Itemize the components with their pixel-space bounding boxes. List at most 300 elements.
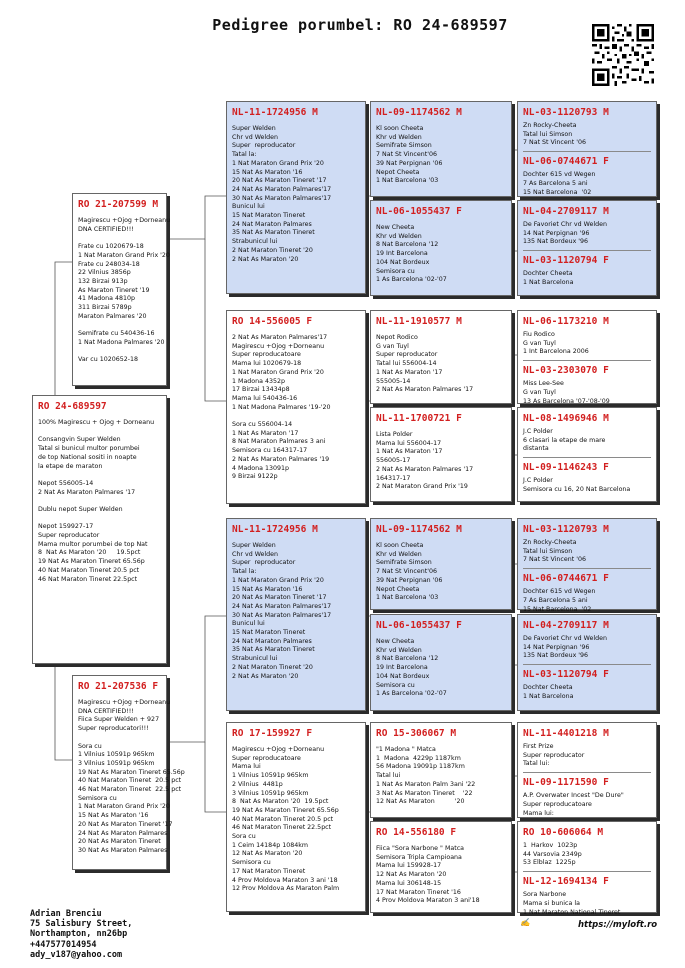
- pedigree-note-line: 164317-17: [376, 474, 411, 482]
- ring-number: NL-09-1174562 M: [376, 107, 462, 118]
- pedigree-note-line: 104 Nat Bordeux: [376, 672, 430, 680]
- pedigree-note-line: 2 Nat As Maraton '20: [232, 672, 299, 680]
- pedigree-note-line: 35 Nat As Maraton Tineret: [232, 646, 315, 654]
- pedigree-note-line: Mama multor porumbei de top Nat: [38, 540, 148, 548]
- ring-number: RO 21-207599 M: [78, 199, 159, 210]
- pedigree-note-line: Khr vd Welden: [376, 646, 422, 654]
- pedigree-note-line: DNA CERTIFIED!!!: [78, 707, 134, 715]
- pedigree-note-line: de top National sositi in noapte: [38, 453, 137, 461]
- pedigree-note-line: Tatal lui: [376, 772, 401, 780]
- pedigree-note-line: 14 Nat Perpignan '96: [523, 643, 590, 651]
- pedigree-note-line: Kl soon Cheeta: [376, 542, 424, 549]
- pedigree-note-line: Sora cu: [232, 833, 256, 841]
- pedigree-note-line: Semisora cu: [376, 267, 415, 275]
- pedigree-note-line: 8 Nat As Maraton '20 19.5pct: [38, 549, 141, 557]
- pedigree-note-line: 3 Nat As Maraton Tineret '22: [376, 789, 473, 797]
- pedigree-note-line: 15 Nat As Maraton '16: [232, 168, 303, 176]
- pedigree-note-line: Mama si bunica la: [523, 899, 580, 907]
- pedigree-note-line: A.P. Overwater Incest "De Dure": [523, 792, 624, 800]
- pedigree-note-line: 24 Nat As Maraton Palmares'17: [232, 602, 332, 610]
- signature-icon: ✍: [520, 918, 530, 927]
- pedigree-card-g5-2: [517, 200, 657, 296]
- pedigree-note-line: Dochter 615 vd Wegen: [523, 171, 596, 179]
- pedigree-note-line: Magirescu +Ojog +Dorneanu: [78, 699, 171, 706]
- pedigree-note-line: [38, 497, 161, 506]
- pedigree-note-line: Var cu 1020652-18: [78, 356, 139, 364]
- pedigree-note-line: 39 Nat Perpignan '06: [376, 159, 443, 167]
- pedigree-note-line: 1 Nat Maraton Grand Prix '20: [232, 159, 324, 167]
- pedigree-note-line: 24 Nat Maraton Palmares: [232, 220, 312, 228]
- pedigree-note-line: 46 Nat Maraton Tineret 22.5 pct: [78, 786, 182, 794]
- pedigree-note-line: Semisora cu 16, 20 Nat Barcelona: [523, 485, 631, 493]
- pedigree-card-g5-7: [517, 722, 657, 818]
- ring-number: RO 21-207536 F: [78, 681, 159, 692]
- pedigree-note-line: 15 Nat As Maraton '16: [78, 812, 149, 820]
- pedigree-note-line: 1 Nat Madona Palmares '20: [78, 338, 165, 346]
- pedigree-note-line: 20 Nat As Maraton Tineret '17: [232, 594, 327, 602]
- pedigree-note-line: Super reproducatoare: [523, 800, 592, 808]
- pedigree-note-line: Fiica "Sora Narbone " Matca: [376, 845, 465, 852]
- pedigree-note-line: 1 As Barcelona '02-'07: [376, 276, 447, 284]
- pedigree-note-line: 1 Nat Maraton Grand Prix '20: [78, 251, 170, 259]
- pedigree-note-line: Mama lui 556004-17: [376, 439, 442, 447]
- pedigree-note-line: 20 Nat As Maraton Tineret: [78, 838, 161, 846]
- pedigree-note-line: 35 Nat As Maraton Tineret: [232, 229, 315, 237]
- pedigree-note-line: Frate cu 248034-18: [78, 260, 140, 268]
- pedigree-note-line: 44 Varsovia 2349p: [523, 850, 582, 858]
- pedigree-note-line: Magirescu +Ojog +Dorneanu: [232, 746, 325, 753]
- ring-number: RO 17-159927 F: [232, 728, 313, 739]
- pedigree-subcard-male: [523, 413, 651, 454]
- pedigree-note-line: 1 Harkov 1023p: [523, 842, 578, 849]
- pedigree-note-line: Nepot 556005-14: [38, 479, 94, 487]
- pedigree-note-line: Tatal la:: [232, 151, 257, 159]
- ring-number: NL-08-1496946 M: [523, 413, 609, 424]
- ring-number: NL-11-1724956 M: [232, 524, 318, 535]
- pedigree-note-line: 1 Madona 4352p: [232, 377, 286, 385]
- pedigree-card-grandsire-paternal: [226, 101, 366, 294]
- pedigree-note-line: Super reproducator: [523, 751, 585, 759]
- pedigree-note-line: Sora cu: [78, 742, 102, 750]
- pedigree-note-line: DNA CERTIFIED!!!: [78, 225, 134, 233]
- pedigree-note-line: 556005-17: [376, 457, 411, 465]
- pedigree-card-g5-4: [517, 407, 657, 502]
- pedigree-note-line: 20 Nat As Maraton Tineret '17: [78, 820, 173, 828]
- ring-number: RO 10-606064 M: [523, 827, 604, 838]
- pedigree-card-g5-3: [517, 310, 657, 404]
- pedigree-card-ggp-4: [370, 407, 512, 502]
- pedigree-note-line: 17 Birzai 13434p8: [232, 386, 290, 394]
- pedigree-note-line: G van Tuyl: [376, 342, 409, 350]
- ring-number: NL-03-2303070 F: [523, 365, 609, 377]
- ring-number: NL-11-1700721 F: [376, 413, 462, 424]
- pedigree-note-line: 1 Nat As Maraton '17: [376, 368, 443, 376]
- pedigree-note-line: 2 Nat As Maraton Palmares '19: [232, 455, 330, 463]
- ring-number: NL-06-1055437 F: [376, 206, 462, 217]
- pedigree-note-line: Nepot Cheeta: [376, 168, 420, 176]
- pedigree-note-line: [38, 428, 161, 437]
- pedigree-note-line: 15 Nat Barcelona '02: [523, 188, 592, 196]
- pedigree-note-line: Super reproducator: [38, 532, 100, 540]
- pedigree-note-line: Semifrate cu 540436-16: [78, 330, 155, 338]
- pedigree-note-line: Semisora cu: [376, 681, 415, 689]
- pedigree-note-line: 40 Nat Maraton Tineret 20.5 pct: [38, 566, 140, 574]
- pedigree-card-ggp-6: [370, 614, 512, 711]
- pedigree-note-line: Maraton Palmares '20: [78, 312, 147, 320]
- pedigree-note-line: Khr vd Welden: [376, 550, 422, 558]
- pedigree-card-g5-5: [517, 518, 657, 613]
- pedigree-note-line: Consangvin Super Welden: [38, 436, 121, 444]
- pedigree-note-line: Semisora cu: [78, 794, 117, 802]
- pedigree-note-line: Mama lui: [232, 763, 261, 771]
- pedigree-note-line: 1 Nat Maraton Grand Prix '20: [78, 803, 170, 811]
- pedigree-note-line: 1 Nat Madona Palmares '19-'20: [232, 403, 331, 411]
- pedigree-card-sire: [72, 193, 171, 386]
- pedigree-note-line: 7 As Barcelona 5 ani: [523, 179, 588, 187]
- pedigree-note-line: Tatal la:: [232, 568, 257, 576]
- pedigree-note-line: 100% Magirescu + Ojog + Dorneanu: [38, 419, 155, 426]
- pedigree-note-line: 1 Nat Maraton Grand Prix '20: [232, 368, 324, 376]
- breeder-phone: +447577014954: [30, 939, 97, 950]
- pedigree-note-line: 1 Nat Maraton Grand Prix '20: [232, 576, 324, 584]
- pedigree-note-line: 1 Nat As Maraton '17: [376, 448, 443, 456]
- pedigree-note-line: 2 Nat As Maraton Palmares'17: [232, 334, 328, 341]
- pedigree-note-line: 2 Vilnius 4481p: [232, 780, 283, 788]
- pedigree-note-line: Zn Rocky-Cheeta: [523, 122, 577, 129]
- pedigree-note-line: Fiu Rodico: [523, 331, 555, 338]
- pedigree-note-line: Dochter Cheeta: [523, 684, 573, 692]
- pedigree-card-ggp-3: [370, 310, 512, 404]
- pedigree-note-line: Chr vd Welden: [232, 550, 279, 558]
- pedigree-note-line: Super reproducator: [376, 351, 438, 359]
- pedigree-note-line: 24 Nat Maraton Palmares: [232, 637, 312, 645]
- ring-number: NL-04-2709117 M: [523, 620, 609, 631]
- pedigree-note-line: 17 Nat Maraton Tineret: [232, 867, 306, 875]
- pedigree-note-line: 46 Nat Maraton Tineret 22.5pct: [38, 575, 138, 583]
- pedigree-subcard-female: [523, 871, 651, 917]
- pedigree-note-line: 40 Nat Maraton Tineret 20.5 pct: [78, 777, 182, 785]
- pedigree-card-ggp-2: [370, 200, 512, 296]
- pedigree-note-line: 19 Int Barcelona: [376, 664, 428, 672]
- pedigree-note-line: [78, 321, 161, 330]
- pedigree-note-line: Lista Polder: [376, 431, 413, 438]
- pedigree-subcard-male: [523, 524, 651, 565]
- pedigree-note-line: Sora cu 556004-14: [232, 421, 293, 429]
- ring-number: NL-03-1120794 F: [523, 255, 609, 267]
- pedigree-note-line: 1 Nat Barcelona '03: [376, 177, 439, 185]
- pedigree-note-line: Tatal lui Simson: [523, 547, 573, 555]
- pedigree-card-g5-8: [517, 821, 657, 916]
- pedigree-note-line: [38, 515, 161, 524]
- pedigree-note-line: 20 Nat As Maraton Tineret '17: [232, 177, 327, 185]
- pedigree-note-line: Dochter Cheeta: [523, 270, 573, 278]
- pedigree-note-line: 1 Nat As Maraton '17: [232, 429, 299, 437]
- pedigree-note-line: Mama lui 159928-17: [376, 862, 442, 870]
- pedigree-note-line: Magirescu +Ojog +Dorneanu: [78, 217, 171, 224]
- pedigree-card-grandsire-maternal: [226, 518, 366, 711]
- breeder-contact: [30, 909, 132, 960]
- pedigree-note-line: 8 Nat As Maraton '20 19.5pct: [232, 798, 329, 806]
- pedigree-note-line: Tatal lui:: [523, 760, 550, 768]
- pedigree-note-line: 4 Prov Moldova Maraton 3 ani '18: [232, 876, 338, 884]
- pedigree-note-line: 2 Nat As Maraton Palmares '17: [376, 465, 474, 473]
- pedigree-note-line: First Prize: [523, 743, 554, 750]
- pedigree-note-line: 46 Nat Maraton Tineret 22.5pct: [232, 824, 332, 832]
- pedigree-note-line: Fiica Super Welden + 927: [78, 716, 160, 724]
- pedigree-note-line: 19 Int Barcelona: [376, 250, 428, 258]
- pedigree-note-line: 17 Nat Maraton Tineret '16: [376, 888, 461, 896]
- pedigree-note-line: G van Tuyl: [523, 388, 556, 396]
- pedigree-note-line: [232, 412, 360, 421]
- pedigree-note-line: Tatal si bunicul multor porumbei: [38, 445, 140, 453]
- pedigree-note-line: 1 Vilnius 10591p 965km: [232, 772, 309, 780]
- pedigree-note-line: 15 Nat Maraton Tineret: [232, 629, 306, 637]
- pedigree-note-line: 555005-14: [376, 377, 411, 385]
- pedigree-note-line: Nepot Rodico: [376, 334, 418, 341]
- pedigree-note-line: 9 Birzai 9122p: [232, 473, 278, 481]
- pedigree-note-line: De Favoriet Chr vd Welden: [523, 221, 607, 228]
- pedigree-note-line: 1 Nat Barcelona: [523, 692, 574, 700]
- pedigree-note-line: Khr vd Welden: [376, 232, 422, 240]
- pedigree-note-line: 1 Nat Barcelona: [523, 278, 574, 286]
- pedigree-note-line: New Cheeta: [376, 638, 415, 645]
- pedigree-note-line: 7 As Barcelona 5 ani: [523, 596, 588, 604]
- ring-number: NL-09-1171590 F: [523, 777, 609, 789]
- pedigree-note-line: Mama lui 1020679-18: [232, 360, 302, 368]
- ring-number: NL-06-1173210 M: [523, 316, 609, 327]
- pedigree-note-line: 135 Nat Bordeux '96: [523, 652, 589, 660]
- ring-number: RO 14-556180 F: [376, 827, 457, 838]
- breeder-street: 75 Salisbury Street,: [30, 919, 133, 930]
- pedigree-note-line: Mama lui:: [523, 809, 554, 817]
- pedigree-card-g5-6: [517, 614, 657, 711]
- pedigree-note-line: J.C Polder: [523, 477, 553, 485]
- pedigree-note-line: 104 Nat Bordeux: [376, 258, 430, 266]
- pedigree-card-ggp-7: [370, 722, 512, 818]
- pedigree-note-line: 2 Nat As Maraton Palmares '17: [38, 488, 136, 496]
- pedigree-note-line: 8 Nat Barcelona '12: [376, 241, 439, 249]
- pedigree-note-line: Dochter 615 vd Wegen: [523, 588, 596, 596]
- pedigree-note-line: 6 clasari la etape de mare: [523, 436, 606, 444]
- pedigree-note-line: 30 Nat As Maraton Palmares'17: [232, 611, 332, 619]
- pedigree-card-g5-1: [517, 101, 657, 197]
- pedigree-note-line: 1 As Barcelona '02-'07: [376, 690, 447, 698]
- pedigree-note-line: Mama lui 306148-15: [376, 879, 442, 887]
- pedigree-subcard-male: [523, 620, 651, 661]
- pedigree-subcard-female: [523, 151, 651, 197]
- pedigree-card-granddam-maternal: [226, 722, 366, 912]
- breeder-email: ady_v187@yahoo.com: [30, 949, 123, 960]
- pedigree-card-subject: [32, 395, 167, 664]
- pedigree-note-line: 7 Nat St Vincent'06: [376, 568, 437, 576]
- pedigree-note-line: 12 Nat As Maraton '20: [232, 850, 303, 858]
- pedigree-note-line: 311 Birzai 5789p: [78, 304, 132, 312]
- pedigree-subcard-female: [523, 360, 651, 406]
- pedigree-note-line: [78, 348, 161, 357]
- pedigree-note-line: 2 Nat Maraton Tineret '20: [232, 663, 313, 671]
- ring-number: NL-06-1055437 F: [376, 620, 462, 631]
- pedigree-note-line: 41 Madona 4810p: [78, 295, 136, 303]
- pedigree-note-line: 15 Nat Maraton Tineret: [232, 212, 306, 220]
- ring-number: NL-06-0744671 F: [523, 573, 609, 585]
- pedigree-note-line: De Favoriet Chr vd Welden: [523, 635, 607, 642]
- pedigree-note-line: J.C Polder: [523, 428, 553, 435]
- pedigree-note-line: Bunicul lui: [232, 203, 265, 211]
- pedigree-note-line: G van Tuyl: [523, 339, 556, 347]
- pedigree-note-line: Khr vd Welden: [376, 133, 422, 141]
- pedigree-note-line: 8 Nat Barcelona '12: [376, 655, 439, 663]
- website-link[interactable]: https://myloft.ro: [578, 920, 658, 930]
- pedigree-note-line: Semisora cu: [232, 859, 271, 867]
- pedigree-note-line: [38, 471, 161, 480]
- pedigree-note-line: 135 Nat Bordeux '96: [523, 238, 589, 246]
- pedigree-card-ggp-8: [370, 821, 512, 913]
- pedigree-note-line: 15 Nat Barcelona '02: [523, 605, 592, 613]
- pedigree-note-line: 7 Nat St Vincent'06: [376, 151, 437, 159]
- pedigree-note-line: Super reproducatoare: [232, 754, 301, 762]
- pedigree-note-line: 4 Madona 13091p: [232, 464, 290, 472]
- ring-number: NL-09-1146243 F: [523, 462, 609, 474]
- pedigree-note-line: Super reproducator: [232, 559, 296, 567]
- pedigree-note-line: 12 Nat As Maraton '20: [376, 871, 447, 879]
- pedigree-note-line: Magirescu +Ojog +Dorneanu: [232, 342, 325, 350]
- breeder-name: Adrian Brenciu: [30, 909, 102, 919]
- pedigree-note-line: Chr vd Welden: [232, 133, 279, 141]
- pedigree-note-line: 1 Int Barcelona 2006: [523, 348, 589, 356]
- pedigree-card-dam: [72, 675, 185, 870]
- pedigree-note-line: 3 Vilnius 10591p 965km: [78, 759, 155, 767]
- pedigree-note-line: New Cheeta: [376, 224, 415, 231]
- pedigree-note-line: 30 Nat As Maraton Palmares'17: [232, 194, 332, 202]
- pedigree-note-line: 12 Nat As Maraton '20: [376, 798, 465, 806]
- pedigree-note-line: 24 Nat As Maraton Palmares'17: [232, 185, 332, 193]
- ring-number: NL-11-1724956 M: [232, 107, 318, 118]
- pedigree-note-line: 40 Nat Maraton Tineret 20.5 pct: [232, 815, 334, 823]
- pedigree-note-line: Super reproducatoare: [232, 351, 301, 359]
- pedigree-note-line: Nepot Cheeta: [376, 585, 420, 593]
- pedigree-note-line: 30 Nat As Maraton Palmares: [78, 846, 168, 854]
- pedigree-note-line: 132 Birzai 913p: [78, 277, 128, 285]
- pedigree-note-line: 24 Nat As Maraton Palmares: [78, 829, 168, 837]
- pedigree-note-line: Tatal lui Simson: [523, 130, 573, 138]
- pedigree-note-line: Super reproducator: [232, 142, 296, 150]
- pedigree-note-line: Zn Rocky-Cheeta: [523, 539, 577, 546]
- pedigree-note-line: 2 Nat Maraton Grand Prix '19: [376, 483, 468, 491]
- pedigree-note-line: 1 Vilnius 10591p 965km: [78, 751, 155, 759]
- ring-number: NL-03-1120793 M: [523, 107, 609, 118]
- ring-number: RO 14-556005 F: [232, 316, 313, 327]
- pedigree-subcard-male: [523, 827, 651, 868]
- pedigree-note-line: Super Welden: [232, 542, 276, 549]
- pedigree-note-line: 1 Ceim 14184p 1084km: [232, 841, 308, 849]
- pedigree-note-line: [78, 734, 161, 743]
- pedigree-note-line: 14 Nat Perpignan '96: [523, 229, 590, 237]
- pedigree-note-line: Dublu nepot Super Welden: [38, 505, 123, 513]
- pedigree-note-line: Strabunicul lui: [232, 655, 278, 663]
- pedigree-subcard-male: [523, 728, 651, 769]
- pedigree-note-line: Mama lui 540436-16: [232, 394, 298, 402]
- pedigree-note-line: 22 Vilnius 3856p: [78, 269, 131, 277]
- pedigree-note-line: 7 Nat St Vincent '06: [523, 139, 586, 147]
- pedigree-note-line: Tatal lui 556004-14: [376, 360, 437, 368]
- pedigree-note-line: 39 Nat Perpignan '06: [376, 576, 443, 584]
- pedigree-note-line: Semifrate Simson: [376, 142, 432, 150]
- pedigree-subcard-female: [523, 772, 651, 818]
- pedigree-note-line: 56 Madona 19091p 1187km: [376, 763, 465, 771]
- pedigree-note-line: Miss Lee-See: [523, 380, 564, 388]
- pedigree-subcard-male: [523, 107, 651, 148]
- pedigree-note-line: Super Welden: [232, 125, 276, 132]
- ring-number: NL-06-0744671 F: [523, 156, 609, 168]
- pedigree-note-line: 1 Madona 4229p 1187km: [376, 754, 461, 762]
- pedigree-card-ggp-5: [370, 518, 512, 610]
- pedigree-note-line: [78, 234, 161, 243]
- breeder-city: Northampton, nn26bp: [30, 929, 128, 940]
- pedigree-note-line: 7 Nat St Vincent '06: [523, 556, 586, 564]
- pedigree-note-line: la etape de maraton: [38, 462, 103, 470]
- pedigree-subcard-male: [523, 206, 651, 247]
- pedigree-subcard-female: [523, 457, 651, 494]
- pedigree-note-line: Nepot 159927-17: [38, 523, 94, 531]
- pedigree-subcard-male: [523, 316, 651, 357]
- ring-number: NL-03-1120793 M: [523, 524, 609, 535]
- pedigree-note-line: 1 Nat As Maraton Palm 3ani '22: [376, 780, 476, 788]
- pedigree-note-line: Frate cu 1020679-18: [78, 243, 144, 251]
- pedigree-note-line: 2 Nat As Maraton '20: [232, 255, 299, 263]
- ring-number: NL-09-1174562 M: [376, 524, 462, 535]
- pedigree-note-line: 2 Nat Maraton Tineret '20: [232, 246, 313, 254]
- pedigree-card-granddam-paternal: [226, 310, 366, 504]
- pedigree-note-line: 2 Nat As Maraton Palmares '17: [376, 386, 474, 394]
- pedigree-note-line: Semisora cu 164317-17: [232, 447, 308, 455]
- pedigree-note-line: 1 Nat Maraton National Tineret: [523, 908, 621, 916]
- ring-number: RO 24-689597: [38, 401, 107, 412]
- pedigree-note-line: 19 Nat As Maraton Tineret 65.56p: [78, 768, 185, 776]
- ring-number: NL-11-4401218 M: [523, 728, 609, 739]
- pedigree-note-line: 13 As Barcelona '07-'08-'09: [523, 397, 610, 405]
- pedigree-note-line: Strabunicul lui: [232, 238, 278, 246]
- pedigree-note-line: distanta: [523, 445, 549, 453]
- pedigree-subcard-female: [523, 568, 651, 614]
- pedigree-subcard-female: [523, 250, 651, 287]
- pedigree-note-line: Kl soon Cheeta: [376, 125, 424, 132]
- pedigree-note-line: Sora Narbone: [523, 891, 567, 899]
- pedigree-subcard-female: [523, 664, 651, 701]
- pedigree-note-line: 4 Prov Moldova Maraton 3 ani'18: [376, 897, 480, 905]
- pedigree-note-line: 53 Elblaz 1225p: [523, 859, 576, 867]
- ring-number: NL-03-1120794 F: [523, 669, 609, 681]
- pedigree-note-line: Super reproducatori!!!: [78, 725, 149, 733]
- pedigree-note-line: 1 Nat Barcelona '03: [376, 594, 439, 602]
- pedigree-note-line: Semifrate Simson: [376, 559, 432, 567]
- pedigree-note-line: 19 Nat As Maraton Tineret 65.56p: [232, 806, 339, 814]
- ring-number: NL-12-1694134 F: [523, 876, 609, 888]
- pedigree-note-line: 15 Nat As Maraton '16: [232, 585, 303, 593]
- pedigree-note-line: As Maraton Tineret '19: [78, 286, 150, 294]
- pedigree-note-line: 8 Nat Maraton Palmares 3 ani: [232, 438, 326, 446]
- ring-number: RO 15-306067 M: [376, 728, 457, 739]
- pedigree-note-line: Semisora Tripla Campioana: [376, 853, 462, 861]
- pedigree-note-line: 3 Vilnius 10591p 965km: [232, 789, 309, 797]
- pedigree-note-line: Bunicul lui: [232, 620, 265, 628]
- ring-number: NL-11-1910577 M: [376, 316, 462, 327]
- pedigree-card-ggp-1: [370, 101, 512, 197]
- page-title: Pedigree porumbel: RO 24-689597: [212, 16, 508, 34]
- ring-number: NL-04-2709117 M: [523, 206, 609, 217]
- pedigree-note-line: 12 Prov Moldova As Maraton Palm: [232, 885, 340, 893]
- pedigree-note-line: 19 Nat As Maraton Tineret 65.56p: [38, 558, 145, 566]
- pedigree-note-line: "1 Madona " Matca: [376, 746, 436, 753]
